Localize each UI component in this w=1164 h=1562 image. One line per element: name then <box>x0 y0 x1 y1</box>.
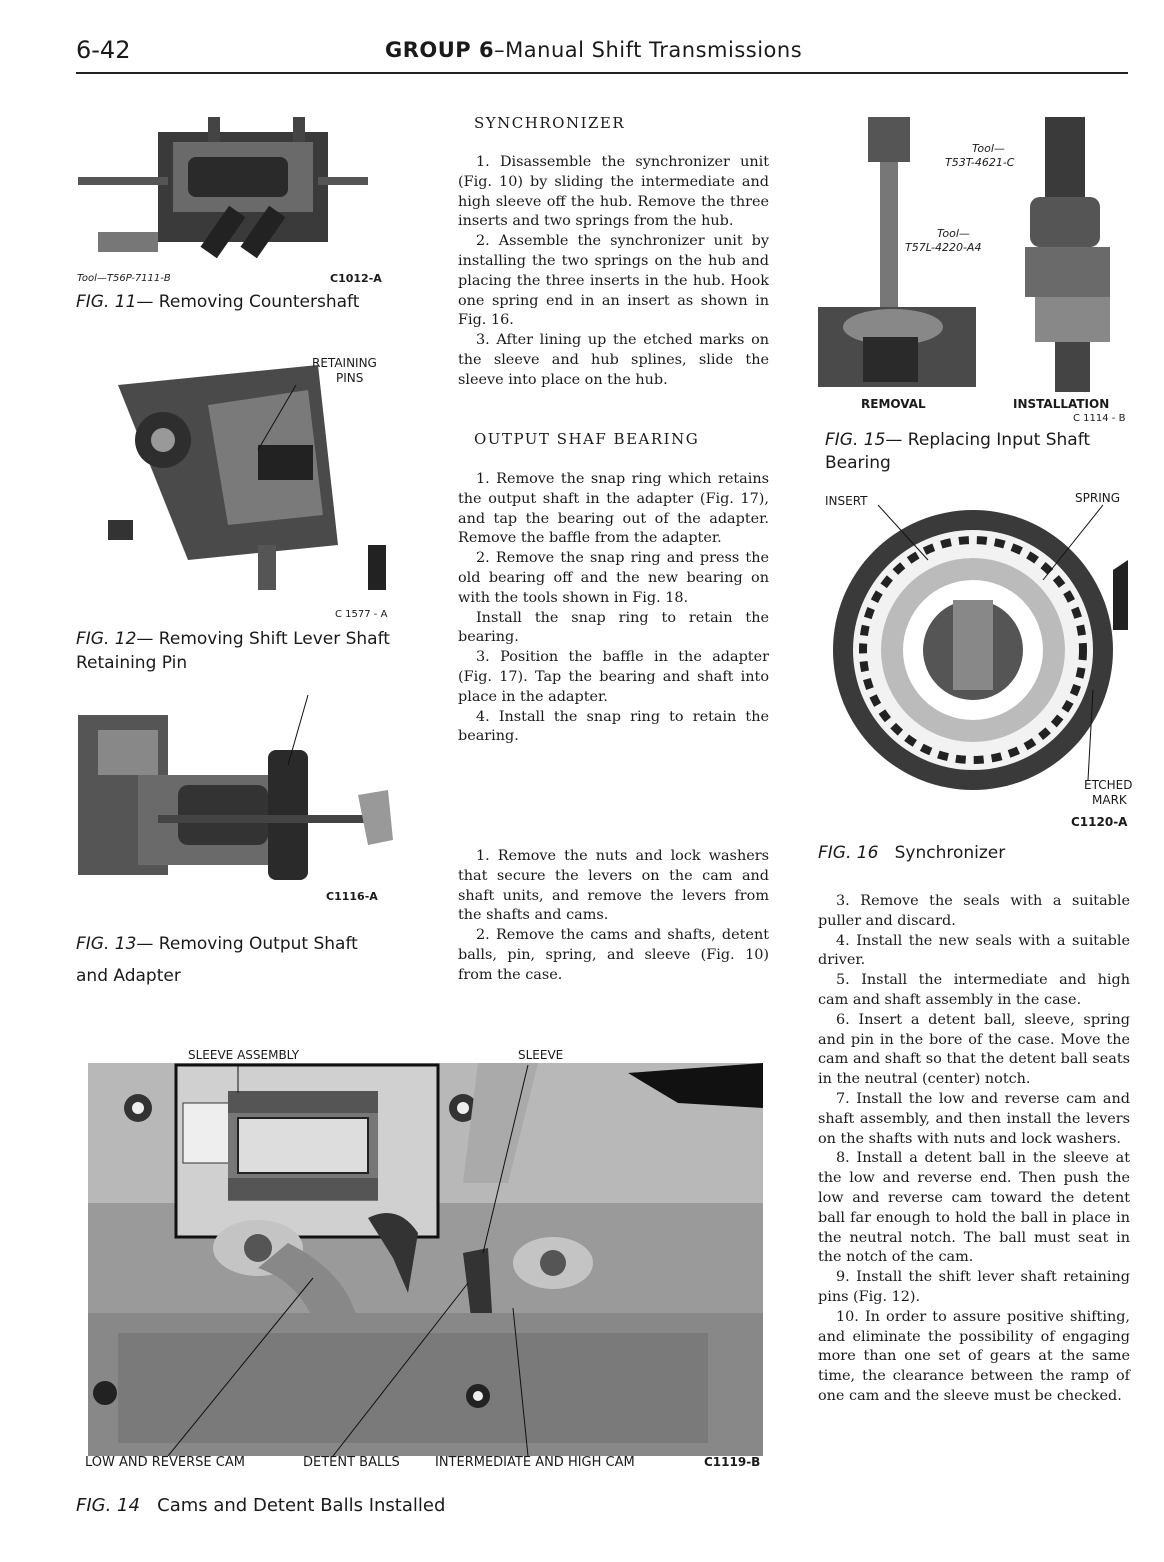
right-column-body <box>818 892 1130 1407</box>
fig15-number: FIG. 15 <box>825 430 886 450</box>
output-shaft-heading: OUTPUT SHAF BEARING <box>474 430 700 448</box>
right-step-6: 6. Insert a detent ball, sleeve, spring and pin in the bore of the case. Move the cam and shaft so that the detent ball seats in the neutral (center) notch. <box>818 1011 1130 1088</box>
fig16-number: FIG. 16 <box>818 843 879 863</box>
output-shaft-step-4: 4. Install the snap ring to retain the bearing. <box>458 708 769 745</box>
page-number: 6-42 <box>76 36 131 64</box>
fig12-pins-label: PINS <box>336 371 364 385</box>
right-step-7: 7. Install the low and reverse cam and shaft assembly, and then install the levers on the shafts with nuts and lock washers. <box>818 1090 1130 1147</box>
fig16-etched-label: ETCHED <box>1084 778 1133 792</box>
fig14-caption <box>76 1490 445 1521</box>
fig15-code: C 1114 - B <box>1073 413 1126 424</box>
header-rule <box>76 72 1128 74</box>
cams-body <box>458 847 769 986</box>
fig14-low-reverse-cam-label: LOW AND REVERSE CAM <box>85 1455 245 1470</box>
fig11-number: FIG. 11 <box>76 292 137 312</box>
fig13-caption <box>76 929 358 960</box>
fig11-caption-text: — Removing Countershaft <box>136 292 360 312</box>
fig16-photo <box>818 500 1128 800</box>
fig14-photo <box>88 1063 763 1456</box>
fig15-installation-photo <box>1000 112 1128 392</box>
fig13-caption-line2: and Adapter <box>76 966 181 986</box>
fig15-removal-label: REMOVAL <box>861 397 926 411</box>
fig13-photo <box>78 695 396 907</box>
page-header-title <box>385 38 802 62</box>
output-shaft-body <box>458 470 769 747</box>
output-shaft-step-3: 3. Position the baffle in the adapter (Fig. 17). Tap the bearing and shaft into place in the adapter. <box>458 649 769 705</box>
fig15-tool2-label: Tool— <box>937 227 970 240</box>
right-step-4: 4. Install the new seals with a suitable driver. <box>818 932 1130 969</box>
fig14-sleeve-assembly-label: SLEEVE ASSEMBLY <box>188 1048 300 1062</box>
cams-step-2: 2. Remove the cams and shafts, detent balls, pin, spring, and sleeve (Fig. 10) from the case. <box>458 927 769 983</box>
right-step-8: 8. Install a detent ball in the sleeve at the low and reverse end. Then push the low and reverse cam toward the detent ball far enough to hold the ball in place in the neutral notch. The ball must seat in the notch of the cam. <box>818 1150 1130 1266</box>
fig12-photo <box>78 345 398 620</box>
fig14-number: FIG. 14 <box>76 1495 140 1516</box>
synchronizer-step-2: 2. Assemble the synchronizer unit by installing the two springs on the hub and placing the three inserts in the hub. Hook one spring end in an insert as shown in Fig. 16. <box>458 233 769 329</box>
fig16-spring-label: SPRING <box>1075 491 1121 505</box>
fig12-code: C 1577 - A <box>335 609 388 620</box>
fig14-intermediate-high-cam-label: INTERMEDIATE AND HIGH CAM <box>435 1455 635 1470</box>
synchronizer-step-3: 3. After lining up the etched marks on the sleeve and hub splines, slide the sleeve into place on the hub. <box>458 332 769 388</box>
fig11-caption <box>76 287 359 318</box>
fig14-caption-text: Cams and Detent Balls Installed <box>157 1495 446 1516</box>
fig16-insert-label: INSERT <box>825 494 868 508</box>
group-title: –Manual Shift Transmissions <box>494 38 803 62</box>
fig16-mark-label: MARK <box>1092 793 1127 807</box>
fig15-caption-line2: Bearing <box>825 453 891 473</box>
fig15-tool2: T57L-4220-A4 <box>905 241 982 254</box>
output-shaft-step-1: 1. Remove the snap ring which retains the output shaft in the adapter (Fig. 17), and tap the bearing out of the adapter. Remove the baffle from the adapter. <box>458 471 769 547</box>
right-step-10: 10. In order to assure positive shifting, and eliminate the possibility of engaging more than one set of gears at the same time, the clearance between the ramp of one cam and the sleeve must be checked. <box>818 1308 1130 1404</box>
right-step-9: 9. Install the shift lever shaft retaining pins (Fig. 12). <box>818 1269 1130 1305</box>
fig12-caption-line1: — Removing Shift Lever Shaft <box>136 629 390 649</box>
output-shaft-step-2: 2. Remove the snap ring and press the old bearing off and the new bearing on with the tools shown in Fig. 18. <box>458 550 769 606</box>
fig13-number: FIG. 13 <box>76 934 137 954</box>
fig16-caption-text: Synchronizer <box>894 843 1006 863</box>
synchronizer-heading: SYNCHRONIZER <box>474 114 626 132</box>
cams-step-1: 1. Remove the nuts and lock washers that secure the levers on the cam and shaft units, and remove the levers from the shafts and cams. <box>458 848 769 924</box>
fig12-caption-line2: Retaining Pin <box>76 653 188 673</box>
fig14-detent-balls-label: DETENT BALLS <box>303 1455 400 1470</box>
fig13-code: C1116-A <box>326 890 378 903</box>
fig14-sleeve-label: SLEEVE <box>518 1048 564 1062</box>
fig11-tool-label: Tool—T56P-7111-B <box>77 273 171 284</box>
fig16-code: C1120-A <box>1071 815 1128 829</box>
fig15-caption-line1: — Replacing Input Shaft <box>885 430 1091 450</box>
group-label: GROUP 6 <box>385 38 495 62</box>
right-step-3: 3. Remove the seals with a suitable puller and discard. <box>818 893 1130 929</box>
synchronizer-body <box>458 153 769 391</box>
fig15-tool1-label: Tool— <box>972 142 1005 155</box>
fig16-caption <box>818 838 1005 869</box>
fig13-caption-line1: — Removing Output Shaft <box>136 934 358 954</box>
fig12-number: FIG. 12 <box>76 629 137 649</box>
output-shaft-step-2b: Install the snap ring to retain the bearing. <box>458 609 769 646</box>
fig15-tool1: T53T-4621-C <box>945 156 1015 169</box>
synchronizer-step-1: 1. Disassemble the synchronizer unit (Fig. 10) by sliding the intermediate and high sleeve off the hub. Remove the three inserts and two springs from the hub. <box>458 154 769 230</box>
fig15-installation-label: INSTALLATION <box>1013 397 1110 411</box>
fig11-code: C1012-A <box>330 272 382 285</box>
fig12-retaining-label: RETAINING <box>312 356 377 370</box>
fig14-code: C1119-B <box>704 1455 761 1469</box>
fig11-photo <box>78 112 378 267</box>
right-step-5: 5. Install the intermediate and high cam and shaft assembly in the case. <box>818 972 1130 1008</box>
